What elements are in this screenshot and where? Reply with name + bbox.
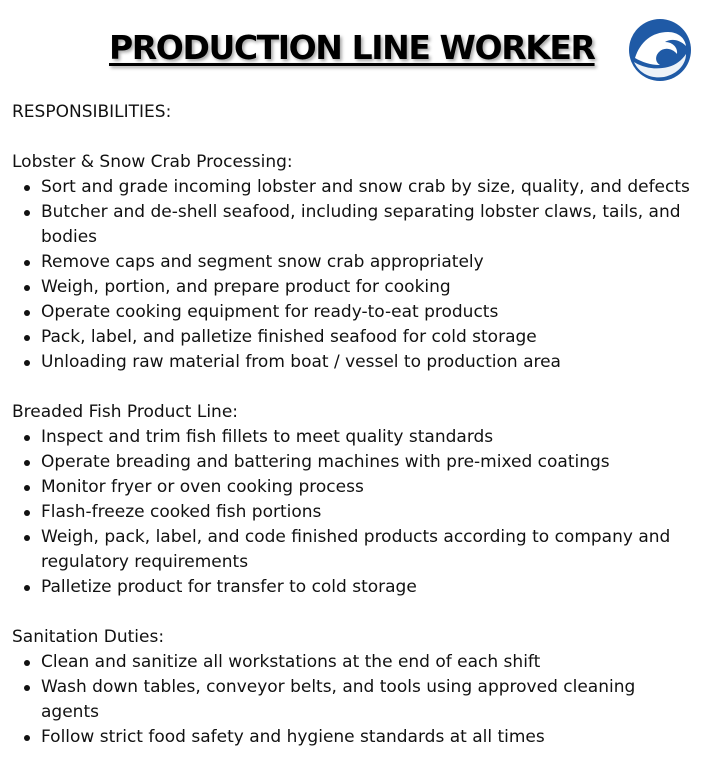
list-item: Palletize product for transfer to cold storage xyxy=(12,575,697,600)
header xyxy=(0,18,707,88)
list-item: Butcher and de-shell seafood, including separating lobster claws, tails, and bodies xyxy=(12,200,697,250)
wave-logo-icon xyxy=(628,18,692,82)
list-item: Pack, label, and palletize finished seafood for cold storage xyxy=(12,325,697,350)
bullet-list xyxy=(12,650,697,750)
list-item: Clean and sanitize all workstations at the end of each shift xyxy=(12,650,697,675)
spacer xyxy=(12,375,697,400)
list-item: Wash down tables, conveyor belts, and tools using approved cleaning agents xyxy=(12,675,697,725)
section-sanitation xyxy=(12,625,697,750)
bullet-list xyxy=(12,175,697,375)
list-item: Follow strict food safety and hygiene standards at all times xyxy=(12,725,697,750)
list-item: Unloading raw material from boat / vessel to production area xyxy=(12,350,697,375)
section-heading: Breaded Fish Product Line: xyxy=(12,402,239,422)
section-breaded-fish xyxy=(12,400,697,600)
section-heading: Lobster & Snow Crab Processing: xyxy=(12,152,293,172)
section-heading: Sanitation Duties: xyxy=(12,627,165,647)
bullet-list xyxy=(12,425,697,600)
list-item: Operate cooking equipment for ready-to-eat products xyxy=(12,300,697,325)
list-item: Weigh, pack, label, and code finished products according to company and regulatory requirements xyxy=(12,525,697,575)
document-body xyxy=(12,100,697,750)
list-item: Sort and grade incoming lobster and snow crab by size, quality, and defects xyxy=(12,175,697,200)
spacer xyxy=(12,125,697,150)
list-item: Remove caps and segment snow crab appropriately xyxy=(12,250,697,275)
page-title: PRODUCTION LINE WORKER xyxy=(109,28,595,67)
section-lobster-snow-crab xyxy=(12,150,697,375)
list-item: Weigh, portion, and prepare product for cooking xyxy=(12,275,697,300)
spacer xyxy=(12,600,697,625)
list-item: Monitor fryer or oven cooking process xyxy=(12,475,697,500)
list-item: Inspect and trim fish fillets to meet quality standards xyxy=(12,425,697,450)
responsibilities-heading: RESPONSIBILITIES: xyxy=(12,102,172,122)
list-item: Operate breading and battering machines with pre-mixed coatings xyxy=(12,450,697,475)
list-item: Flash-freeze cooked fish portions xyxy=(12,500,697,525)
